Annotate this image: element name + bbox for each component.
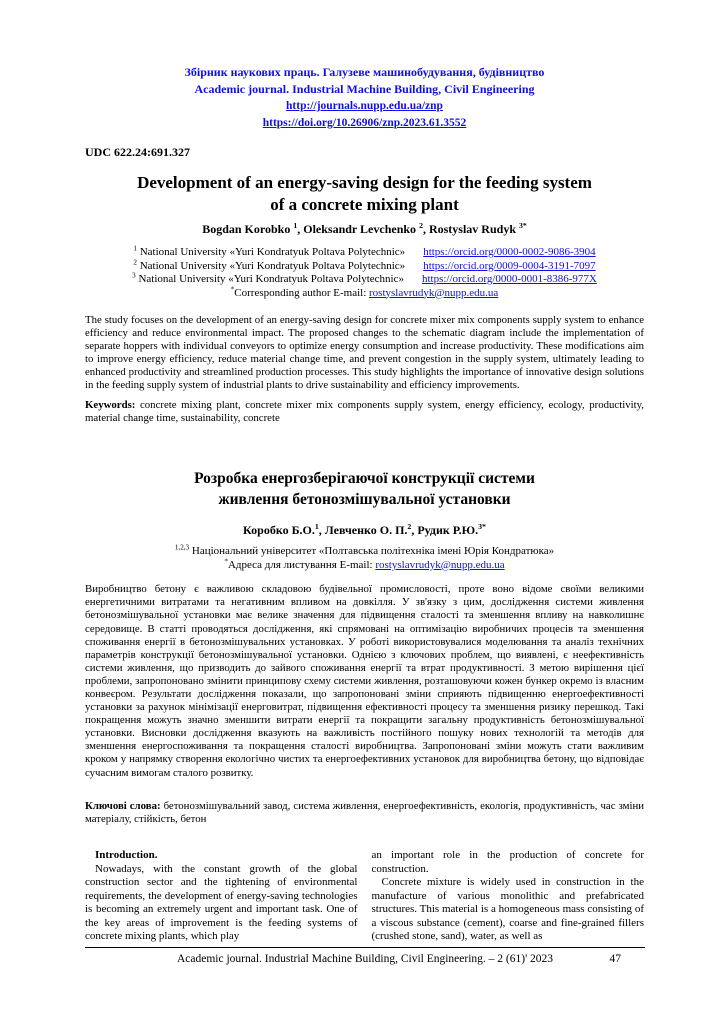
footer-divider	[85, 947, 645, 948]
author-uk-2: Левченко О. П.	[324, 523, 408, 538]
paper-title-uk	[85, 468, 644, 510]
affiliation-row-3: $^3$ National University «Yuri Kondratyuk Poltava Polytechnic» https://orcid.org/0000-0001-8386-977X	[132, 271, 597, 285]
orcid-link-1[interactable]: https://orcid.org/0000-0002-9086-3904	[423, 246, 596, 258]
paper-title-en	[85, 172, 644, 215]
affiliation-uk-row: $^{1,2,3}$ Національний університет «Полтавська політехніка імені Юрія Кондратюка»	[174, 543, 555, 558]
keywords-uk-text: бетонозмішувальний завод, система живлення, енергоефективність, екологія, продуктивність, час зміни матеріалу, стійкість, бетон	[85, 799, 644, 825]
doi-link[interactable]: https://doi.org/10.26906/znp.2023.61.3552	[262, 117, 467, 129]
orcid-link-2[interactable]: https://orcid.org/0009-0004-3191-7097	[423, 259, 596, 272]
keywords-en-label: Keywords:	[85, 399, 136, 412]
footer-journal-text: Academic journal. Industrial Machine Building, Civil Engineering. – 2 (61)' 2023	[176, 953, 554, 965]
column-left	[85, 849, 358, 943]
affiliation-uk	[85, 545, 644, 572]
keywords-uk-label: Ключові слова:	[85, 799, 161, 812]
keywords-en-text: concrete mixing plant, concrete mixer mix components supply system, energy efficiency, ecology, productivity, material change time, sustainability, concrete	[85, 399, 644, 425]
paper-title-uk-line2: живлення бетонозмішувальної установки	[218, 491, 511, 509]
affiliations-en	[85, 246, 644, 300]
abstract-uk: Виробництво бетону є важливою складовою будівельної промисловості, проте воно відоме своїми великими енергетичними витратами та негативним впливом на довкілля. У зв'язку з цим, дослідження системи живлення бетонозмішувальної установки має велике значення для підвищення сталості та зменшення впливу на навколишнє середовище. В статті проводяться дослідження, які спрямовані на оптимізацію виробничих процесів та зменшення споживання енергії в бетонозмішувальних установках. У роботі використовувалися моделювання та аналіз технічних параметрів конструкції бетонозмішувальної установки. Однією з ключових проблем, що виявлені, є неефективність системи живлення, що призводить до зайвого споживання енергії та втрат продуктивності. З метою вирішення цієї проблеми, запропоновано змінити принципову схему системи живлення, розташовуючи кожен бункер окремо із власним конвеєром. Результати дослідження показали, що запропоновані зміни сприяють підвищенню енергоефективності установки за рахунок мінімізації енерговитрат, підвищення ефективності процесу та зменшення ризику перешкод. Такі покращення можуть значно зменшити витрати енергії та покращити загальну продуктивність бетонозмішувальної установки. Висновки дослідження вказують на важливість постійного пошуку нових технологій та методів для зменшення енергоспоживання та покращення сталості виробництва. Запропоновані зміни можуть стати важливим кроком у напрямку створення екологічно чистих та енергоефективних установок для виробництва бетону, що відповідає сучасним вимогам сталого розвитку.	[85, 583, 644, 779]
author-en-1: Bogdan Korobko	[202, 222, 291, 236]
column-right	[372, 849, 645, 943]
intro-heading: Introduction.	[95, 849, 158, 862]
affiliation-row-1: $^1$ National University «Yuri Kondratyuk Poltava Polytechnic» https://orcid.org/0000-0002-9086-3904	[133, 244, 596, 258]
corresponding-email-link-en[interactable]: rostyslavrudyk@nupp.edu.ua	[369, 286, 499, 299]
author-en-3-sup: 3*	[519, 221, 527, 230]
author-en-2-sup: 2	[419, 221, 423, 230]
page-number: 47	[609, 953, 621, 965]
author-uk-3: Рудик Р.Ю.	[417, 523, 479, 538]
abstract-en: The study focuses on the development of an energy-saving design for concrete mixer mix components supply system to enhance efficiency and reduce environmental impact. The proposed changes to the schematic diagram include the implementation of separate hoppers with individual conveyors to optimize energy consumption and increase productivity. These modifications aim to improve energy efficiency, reduce material change time, and prevent congestion in the supply system, ultimately leading to enhanced productivity and streamlined production processes. This study highlights the importance of innovative design solutions in the feeding supply system of industrial plants to drive sustainability and efficiency improvements.	[85, 314, 644, 391]
paper-title-en-line1: Development of an energy-saving design for the feeding system	[137, 173, 592, 192]
article-body	[85, 849, 644, 943]
intro-paragraph-right-cont: an important role in the production of concrete for construction.	[371, 849, 644, 875]
corresponding-email-link-uk[interactable]: rostyslavrudyk@nupp.edu.ua	[375, 558, 505, 571]
udc-label: UDC 622.24:691.327	[85, 145, 190, 159]
author-en-2: Oleksandr Levchenko	[303, 222, 417, 236]
corresponding-author-uk: *Адреса для листування E-mail: rostyslavrudyk@nupp.edu.ua	[224, 557, 505, 571]
affiliation-row-2: $^2$ National University «Yuri Kondratyuk Poltava Polytechnic» https://orcid.org/0009-0004-3191-7097	[133, 257, 596, 272]
journal-title-uk: Збірник наукових праць. Галузеве машинобудування, будівництво	[184, 65, 545, 79]
journal-header	[85, 64, 644, 132]
authors-uk: Коробко Б.О.$^1$, Левченко О. П.$^2$, Рудик Р.Ю.$^{3*}$	[243, 522, 486, 538]
paper-title-en-line2: of a concrete mixing plant	[270, 194, 459, 214]
journal-url-link[interactable]: http://journals.nupp.edu.ua/znp	[286, 100, 443, 112]
authors-en: Bogdan Korobko $^1$, Oleksandr Levchenko $^2$, Rostyslav Rudyk $^{3*}$	[202, 221, 527, 236]
corresponding-author-en: *Corresponding author E-mail: rostyslavrudyk@nupp.edu.ua	[230, 284, 499, 299]
paper-title-uk-line1: Розробка енергозберігаючої конструкції системи	[194, 470, 535, 488]
keywords-uk	[85, 800, 644, 826]
orcid-link-3[interactable]: https://orcid.org/0000-0001-8386-977X	[421, 273, 597, 285]
intro-paragraph-left: Nowadays, with the constant growth of the global construction sector and the tightening of environmental requirements, the development of energy-saving technologies is becoming an extremely urgent and important task. One of the key areas of improvement is the feeding systems of concrete mixing plants, which play	[85, 862, 358, 942]
journal-title-en: Academic journal. Industrial Machine Building, Civil Engineering	[194, 82, 535, 96]
author-en-1-sup: 1	[293, 221, 298, 230]
author-uk-1: Коробко Б.О.	[243, 523, 315, 538]
intro-paragraph-right-2: Concrete mixture is widely used in construction in the manufacture of various monolithic and prefabricated structures. This material is a homogeneous mass consisting of a viscous substance (cement), coarse and fine-grained fillers (crushed stone, sand), water, as well as	[371, 876, 644, 942]
keywords-en	[85, 399, 644, 425]
author-en-3: Rostyslav Rudyk	[428, 222, 516, 236]
